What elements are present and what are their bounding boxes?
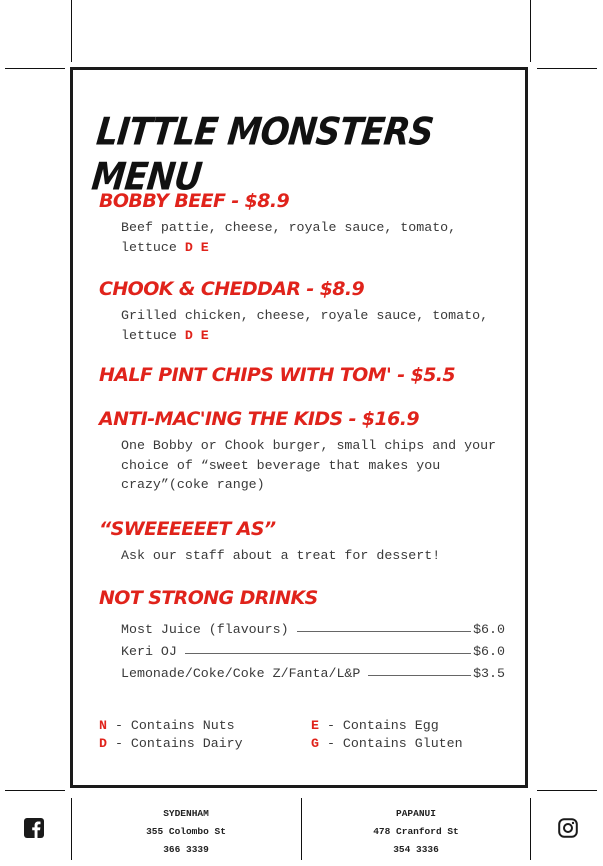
legend-letter: D bbox=[99, 736, 107, 751]
menu-item bbox=[99, 190, 509, 257]
facebook-icon[interactable] bbox=[24, 818, 44, 838]
drink-row bbox=[121, 615, 505, 637]
crop-mark bbox=[537, 790, 597, 791]
location-name: SYDENHAM bbox=[163, 808, 209, 819]
dotted-leader bbox=[185, 653, 471, 654]
location-phone: 366 3339 bbox=[163, 844, 209, 855]
item-desc-text: Grilled chicken, cheese, royale sauce, tomato, lettuce bbox=[121, 308, 489, 343]
legend-text: - Contains Gluten bbox=[318, 736, 463, 751]
location-phone: 354 3336 bbox=[393, 844, 439, 855]
drink-row bbox=[121, 637, 505, 659]
legend-item bbox=[99, 736, 243, 751]
drink-name: Most Juice (flavours) bbox=[121, 622, 289, 637]
location-address: 478 Cranford St bbox=[373, 826, 459, 837]
legend-text: - Contains Nuts bbox=[106, 718, 235, 733]
drink-row bbox=[121, 659, 505, 681]
drink-price: $3.5 bbox=[473, 666, 505, 681]
item-description bbox=[121, 218, 509, 257]
crop-mark bbox=[530, 0, 531, 62]
item-heading: CHOOK & CHEDDAR - $8.9 bbox=[99, 278, 365, 300]
location-name: PAPANUI bbox=[396, 808, 436, 819]
legend-text: - Contains Egg bbox=[318, 718, 439, 733]
menu-item bbox=[99, 278, 509, 345]
legend-item bbox=[311, 736, 463, 751]
allergen-tags: D E bbox=[184, 239, 209, 255]
legend-text: - Contains Dairy bbox=[106, 736, 243, 751]
crop-mark bbox=[5, 790, 65, 791]
legend-letter: E bbox=[311, 718, 319, 733]
item-description bbox=[121, 306, 509, 345]
drink-price: $6.0 bbox=[473, 644, 505, 659]
drink-name: Keri OJ bbox=[121, 644, 177, 659]
menu-card bbox=[70, 67, 528, 788]
allergen-tags: D E bbox=[184, 327, 209, 343]
item-heading: ANTI-MAC'ING THE KIDS - $16.9 bbox=[99, 408, 420, 430]
menu-item bbox=[99, 518, 509, 566]
legend-item bbox=[99, 718, 235, 733]
drinks-heading: NOT STRONG DRINKS bbox=[99, 587, 318, 609]
location-papanui bbox=[301, 805, 531, 859]
menu-title: LITTLE MONSTERS MENU bbox=[89, 110, 435, 200]
location-sydenham bbox=[71, 805, 301, 859]
item-heading: HALF PINT CHIPS WITH TOM' - $5.5 bbox=[99, 364, 456, 386]
legend-item bbox=[311, 718, 439, 733]
legend-letter: N bbox=[99, 718, 107, 733]
dotted-leader bbox=[297, 631, 472, 632]
instagram-icon[interactable] bbox=[558, 818, 578, 838]
drinks-section bbox=[99, 587, 509, 681]
menu-item bbox=[99, 408, 509, 495]
item-description: Ask our staff about a treat for dessert! bbox=[121, 548, 441, 563]
dotted-leader bbox=[368, 675, 471, 676]
crop-mark bbox=[537, 68, 597, 69]
item-heading: “SWEEEEEET AS” bbox=[99, 518, 276, 540]
item-desc-text: Beef pattie, cheese, royale sauce, tomato, lettuce bbox=[121, 220, 457, 255]
crop-mark bbox=[5, 68, 65, 69]
legend-letter: G bbox=[311, 736, 319, 751]
drink-name: Lemonade/Coke/Coke Z/Fanta/L&P bbox=[121, 666, 361, 681]
item-description: One Bobby or Chook burger, small chips and your choice of “sweet beverage that makes you crazy”(coke range) bbox=[121, 438, 497, 492]
location-address: 355 Colombo St bbox=[146, 826, 226, 837]
menu-item bbox=[99, 364, 509, 386]
crop-mark bbox=[71, 0, 72, 62]
item-heading: BOBBY BEEF - $8.9 bbox=[99, 190, 290, 212]
drink-price: $6.0 bbox=[473, 622, 505, 637]
